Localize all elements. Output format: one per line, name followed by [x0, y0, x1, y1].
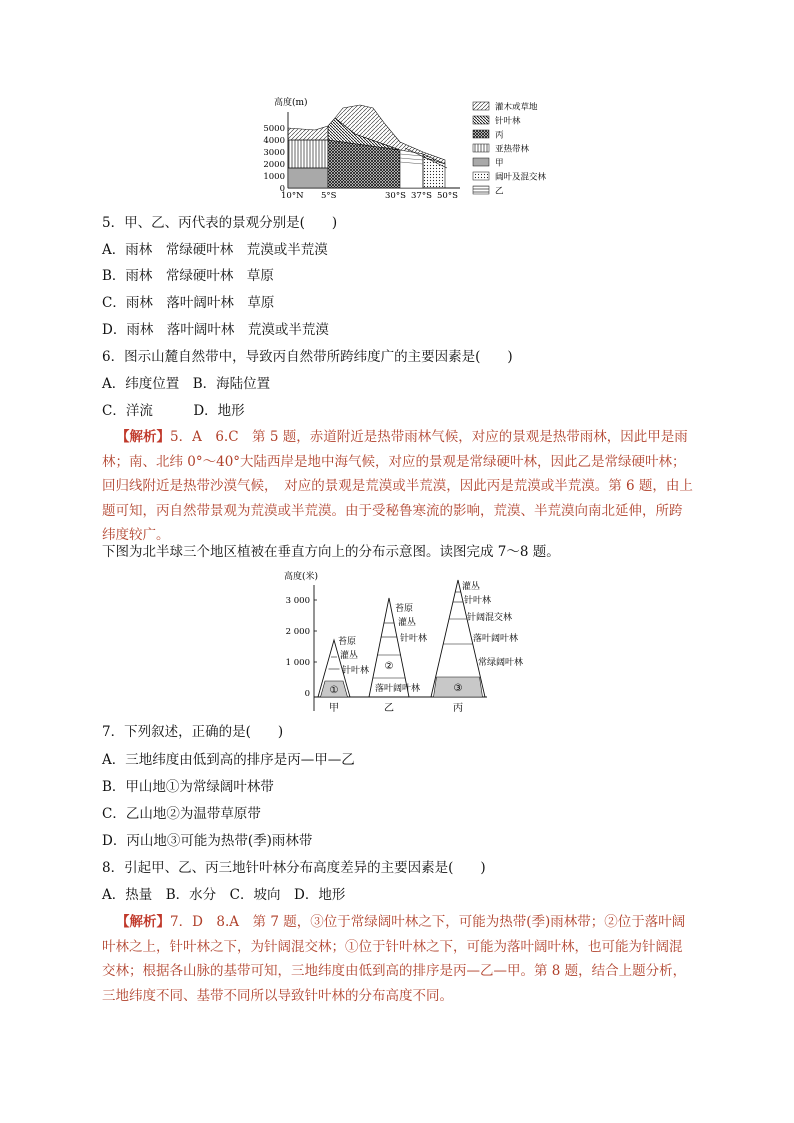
bing-label: 常绿阔叶林 — [478, 658, 524, 668]
q8-options: A．热量 B．水分 C．坡向 D．地形 — [102, 887, 346, 903]
q6-stem: 6．图示山麓自然带中，导致丙自然带所跨纬度广的主要因素是( ) — [102, 349, 513, 365]
band-jia — [288, 168, 328, 188]
mountain-yi — [369, 598, 427, 697]
marker-3: ③ — [453, 683, 463, 694]
mountain-jia — [318, 635, 369, 697]
q7-option-b: B．甲山地①为常绿阔叶林带 — [102, 779, 274, 795]
mountain-name: 丙 — [453, 703, 463, 714]
band-subtropical — [288, 140, 328, 168]
q5-option-c: C．雨林 落叶阔叶林 草原 — [102, 295, 275, 311]
jia-label: 苔原 — [338, 637, 357, 647]
ytick: 4000 — [263, 136, 285, 146]
ytick: 5000 — [263, 124, 285, 134]
band-shrub-left — [288, 126, 328, 140]
analysis-text: 5．A 6.C 第 5 题，赤道附近是热带雨林气候，对应的景观是热带雨林，因此甲是雨林；南、北纬 0°～40°大陆西岸是地中海气候，对应的景观是常绿硬叶林，因此乙是常绿硬叶林；回归线附近是热带沙漠气候， 对应的景观是荒漠或半荒漠，因此丙是荒漠或半荒漠。第 6 题，由上题可知，丙自然带景观为荒漠或半荒漠。由于受秘鲁寒流的影响，荒漠、半荒漠向南北延伸，所跨纬度较广。 — [102, 429, 693, 543]
legend-item: 乙 — [495, 186, 504, 197]
legend-item: 甲 — [495, 158, 504, 169]
jia-label: 针叶林 — [342, 666, 370, 676]
jia-label: 灌丛 — [340, 651, 359, 661]
diagram1-ylabel: 高度(m) — [274, 98, 308, 108]
q5-option-a: A．雨林 常绿硬叶林 荒漠或半荒漠 — [102, 242, 328, 258]
bing-label: 针叶林 — [464, 596, 492, 606]
q5-option-d: D．雨林 落叶阔叶林 荒漠或半荒漠 — [102, 322, 329, 338]
ytick: 2 000 — [285, 627, 310, 637]
vegetation-profile-diagram — [255, 92, 575, 207]
q7-option-d: D．丙山地③可能为热带(季)雨林带 — [102, 833, 313, 849]
yi-label: 针叶林 — [400, 634, 428, 644]
ytick: 1 000 — [285, 658, 310, 668]
legend-item: 阔叶及混交林 — [495, 172, 547, 183]
xtick: 10°N — [281, 191, 304, 201]
legend-item: 针叶林 — [495, 116, 521, 127]
mountain-name: 甲 — [329, 703, 339, 714]
bing-label: 针阔混交林 — [467, 613, 513, 623]
q8-stem: 8．引起甲、乙、丙三地针叶林分布高度差异的主要因素是( ) — [102, 860, 486, 876]
diagram1-xticks — [281, 191, 458, 201]
ytick: 2000 — [263, 160, 285, 170]
yi-label: 灌丛 — [398, 618, 417, 628]
marker-2: ② — [384, 661, 394, 672]
mountain-bing — [431, 580, 523, 697]
legend-item: 亚热带林 — [495, 144, 530, 155]
ytick: 0 — [279, 184, 285, 194]
analysis-tag: 【解析】 — [116, 914, 170, 930]
ytick: 0 — [304, 689, 310, 699]
mountain-name: 乙 — [384, 703, 394, 714]
intro-7-8: 下图为北半球三个地区植被在垂直方向上的分布示意图。读图完成 7～8 题。 — [102, 544, 560, 560]
q6-options-row1: A．纬度位置 B．海陆位置 — [102, 376, 271, 392]
q6-options-row2: C．洋流 D．地形 — [102, 403, 245, 419]
xtick: 30°S — [385, 191, 406, 201]
legend-item: 丙 — [495, 130, 504, 141]
diagram1-yticks — [263, 124, 285, 194]
analysis-text: 7．D 8.A 第 7 题，③位于常绿阔叶林之下，可能为热带(季)雨林带；②位于落叶阔叶林之上，针叶林之下，为针阔混交林；①位于针叶林之下，可能为落叶阔叶林，也可能为针阔混交林；根据各山脉的基带可知，三地纬度由低到高的排序是丙—乙—甲。第 8 题，结合上题分析，三地纬度不同、基带不同所以导致针叶林的分布高度不同。 — [102, 914, 687, 1004]
q5-stem: 5．甲、乙、丙代表的景观分别是( ) — [102, 215, 338, 231]
xtick: 50°S — [437, 191, 458, 201]
q5-option-b: B．雨林 常绿硬叶林 草原 — [102, 268, 274, 284]
bing-label: 灌丛 — [462, 582, 481, 592]
legend-item: 灌木或草地 — [495, 102, 538, 113]
xtick: 37°S — [411, 191, 432, 201]
ytick: 3000 — [263, 148, 285, 158]
q7-option-a: A．三地纬度由低到高的排序是丙—甲—乙 — [102, 752, 355, 768]
diagram1-legend — [473, 102, 547, 197]
vertical-zonation-diagram — [282, 565, 532, 715]
ytick: 3 000 — [285, 596, 310, 606]
diagram2-yticks — [286, 596, 310, 699]
xtick: 5°S — [321, 191, 337, 201]
yi-label: 落叶阔叶林 — [375, 684, 421, 694]
bing-label: 落叶阔叶林 — [473, 634, 519, 644]
yi-label: 苔原 — [395, 604, 414, 614]
mountain-names — [329, 702, 463, 714]
analysis-tag: 【解析】 — [116, 429, 170, 445]
marker-1: ① — [329, 685, 339, 696]
q7-stem: 7．下列叙述，正确的是( ) — [102, 724, 284, 740]
diagram2-ylabel: 高度(米) — [284, 572, 319, 582]
analysis-1 — [102, 425, 694, 548]
analysis-2 — [102, 910, 694, 1008]
q7-option-c: C．乙山地②为温带草原带 — [102, 806, 261, 822]
ytick: 1000 — [263, 172, 285, 182]
